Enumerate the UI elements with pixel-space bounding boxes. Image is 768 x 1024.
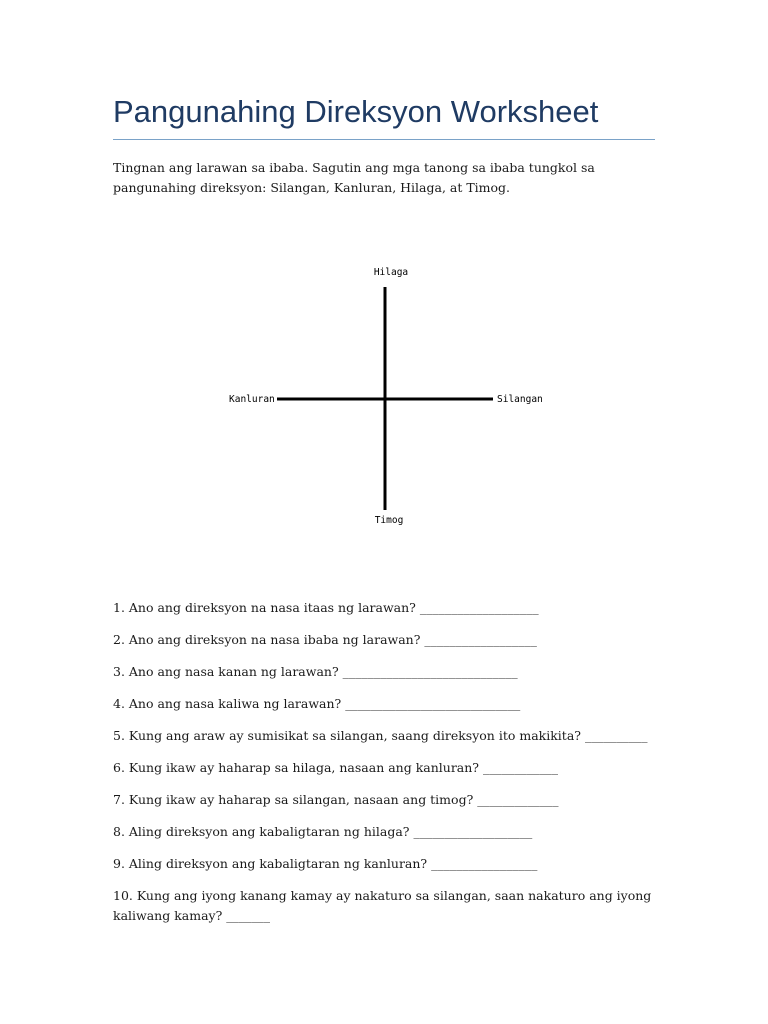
question-6: 6. Kung ikaw ay haharap sa hilaga, nasaan ang kanluran? ____________ xyxy=(113,760,558,775)
answer-blank[interactable]: ____________________________ xyxy=(342,664,518,679)
answer-blank[interactable]: __________ xyxy=(584,728,648,743)
label-east: Silangan xyxy=(497,394,543,405)
question-1: 1. Ano ang direksyon na nasa itaas ng larawan? ___________________ xyxy=(113,600,539,615)
question-2: 2. Ano ang direksyon na nasa ibaba ng larawan? __________________ xyxy=(113,632,537,647)
answer-blank[interactable]: ___________________ xyxy=(419,600,539,615)
answer-blank[interactable]: ____________________________ xyxy=(345,696,521,711)
question-5: 5. Kung ang araw ay sumisikat sa silangan, saang direksyon ito makikita? __________ xyxy=(113,728,648,743)
answer-blank[interactable]: __________________ xyxy=(424,632,537,647)
question-7: 7. Kung ikaw ay haharap sa silangan, nasaan ang timog? _____________ xyxy=(113,792,559,807)
question-4: 4. Ano ang nasa kaliwa ng larawan? ____________________________ xyxy=(113,696,521,711)
answer-blank[interactable]: ___________________ xyxy=(413,824,533,839)
answer-blank[interactable]: _____________ xyxy=(477,792,559,807)
question-10: 10. Kung ang iyong kanang kamay ay nakaturo sa silangan, saan nakaturo ang iyong kaliwang kamay? _______ xyxy=(113,888,652,923)
answer-blank[interactable]: ____________ xyxy=(483,760,558,775)
title-underline xyxy=(113,139,655,140)
instructions: Tingnan ang larawan sa ibaba. Sagutin ang mga tanong sa ibaba tungkol sa pangunahing direksyon: Silangan, Kanluran, Hilaga, at Timog. xyxy=(113,160,595,195)
page-title: Pangunahing Direksyon Worksheet xyxy=(113,94,599,129)
question-3: 3. Ano ang nasa kanan ng larawan? ____________________________ xyxy=(113,664,518,679)
compass-diagram xyxy=(220,260,550,535)
label-south: Timog xyxy=(374,515,404,526)
question-8: 8. Aling direksyon ang kabaligtaran ng hilaga? ___________________ xyxy=(113,824,533,839)
question-9: 9. Aling direksyon ang kabaligtaran ng kanluran? _________________ xyxy=(113,856,538,871)
label-north: Hilaga xyxy=(373,267,409,278)
answer-blank[interactable]: _________________ xyxy=(431,856,538,871)
answer-blank[interactable]: _______ xyxy=(226,908,271,923)
label-west: Kanluran xyxy=(229,394,275,405)
